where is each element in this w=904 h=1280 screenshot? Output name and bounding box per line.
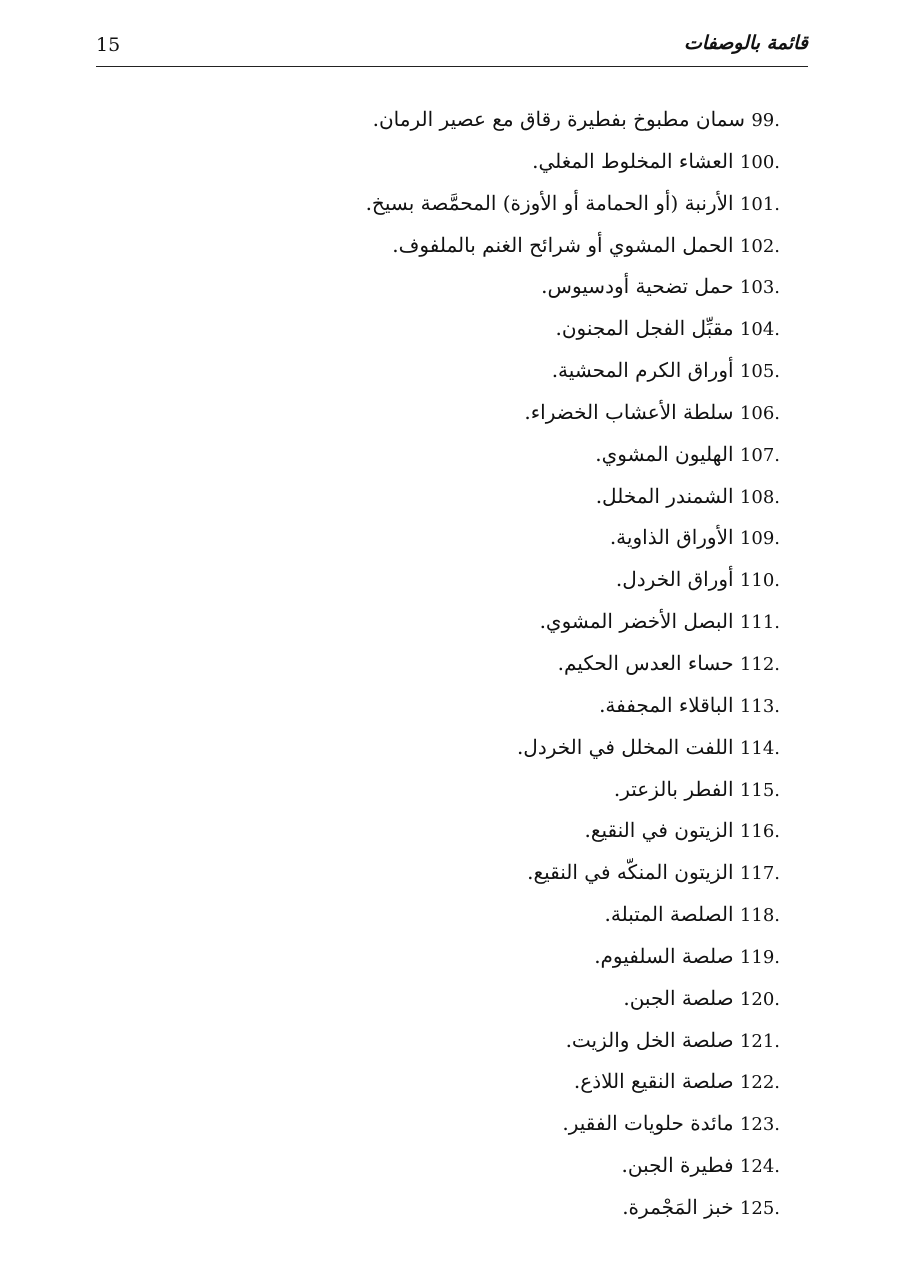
recipe-name: خبز المَجْمرة. (622, 1194, 734, 1219)
page-header (96, 30, 808, 67)
recipe-number: 107. (739, 444, 780, 466)
recipe-number: 104. (739, 319, 780, 341)
list-item (366, 1103, 780, 1145)
recipe-name: اللفت المخلل في الخردل. (516, 734, 734, 759)
list-item (366, 559, 780, 601)
recipe-number: 116. (739, 821, 780, 843)
list-item (366, 183, 780, 225)
list-item (366, 810, 780, 852)
recipe-name: حساء العدس الحكيم. (557, 650, 734, 675)
recipe-number: 109. (739, 528, 780, 550)
recipe-number: 106. (739, 402, 780, 424)
recipe-name: صلصة السلفيوم. (594, 943, 734, 968)
list-item (366, 1020, 780, 1062)
recipe-name: البصل الأخضر المشوي. (539, 609, 734, 634)
list-item (366, 476, 780, 518)
recipe-name: أوراق الخردل. (615, 567, 734, 592)
list-item (366, 141, 780, 183)
recipe-name: فطيرة الجبن. (621, 1153, 734, 1178)
recipe-name: حمل تضحية أودسيوس. (541, 274, 734, 299)
recipe-name: صلصة النقيع اللاذع. (573, 1069, 734, 1094)
recipe-name: الزيتون المنكّه في النقيع. (527, 860, 734, 885)
list-item (366, 517, 780, 559)
list-item (366, 727, 780, 769)
list-item (366, 350, 780, 392)
recipe-number: 108. (739, 486, 780, 508)
list-item (366, 601, 780, 643)
list-item (366, 643, 780, 685)
list-item (366, 1061, 780, 1103)
recipe-number: 120. (739, 988, 780, 1010)
recipe-number: 112. (739, 653, 780, 675)
list-item (366, 852, 780, 894)
recipe-number: 105. (739, 361, 780, 383)
recipe-number: 101. (739, 193, 780, 215)
recipe-list (366, 99, 780, 1229)
recipe-name: سمان مطبوخ بفطيرة رقاق مع عصير الرمان. (372, 107, 745, 131)
recipe-number: 125. (739, 1197, 780, 1219)
recipe-number: 123. (739, 1114, 780, 1136)
recipe-name: الفطر بالزعتر. (613, 776, 734, 801)
list-item (366, 225, 780, 267)
recipe-number: 100. (739, 151, 780, 173)
recipe-name: العشاء المخلوط المغلي. (532, 148, 734, 173)
recipe-number: 111. (739, 612, 780, 634)
list-item (366, 769, 780, 811)
recipe-number: 110. (739, 570, 780, 592)
list-item (366, 936, 780, 978)
recipe-name: أوراق الكرم المحشية. (551, 358, 734, 383)
recipe-name: الأرنبة (أو الحمامة أو الأوزة) المحمَّصة بسيخ. (365, 190, 734, 215)
page-number: 15 (96, 34, 121, 56)
recipe-name: الحمل المشوي أو شرائح الغنم بالملفوف. (392, 232, 734, 257)
recipe-number: 118. (739, 905, 780, 927)
list-item (366, 392, 780, 434)
list-item (366, 434, 780, 476)
recipe-name: مقبِّل الفجل المجنون. (555, 316, 734, 341)
recipe-name: صلصة الجبن. (623, 985, 734, 1010)
list-item (366, 266, 780, 308)
list-item (366, 99, 780, 141)
recipe-number: 121. (739, 1030, 780, 1052)
recipe-name: الأوراق الذاوية. (609, 525, 734, 550)
recipe-number: 124. (739, 1156, 780, 1178)
recipe-name: الباقلاء المجففة. (599, 692, 734, 717)
recipe-name: الصلصة المتبلة. (604, 902, 734, 927)
list-item (366, 685, 780, 727)
list-item (366, 1145, 780, 1187)
recipe-number: 119. (739, 946, 780, 968)
list-item (366, 308, 780, 350)
recipe-name: الهليون المشوي. (595, 441, 734, 466)
list-item (366, 978, 780, 1020)
recipe-number: 113. (739, 695, 780, 717)
running-head: قائمة بالوصفات (683, 32, 808, 54)
recipe-number: 102. (739, 235, 780, 257)
recipe-number: 117. (739, 863, 780, 885)
recipe-name: مائدة حلويات الفقير. (562, 1111, 734, 1136)
recipe-number: 103. (739, 277, 780, 299)
list-item (366, 894, 780, 936)
list-item (366, 1187, 780, 1229)
recipe-number: 114. (739, 737, 780, 759)
recipe-number: 115. (739, 779, 780, 801)
recipe-name: الشمندر المخلل. (595, 483, 734, 508)
recipe-number: 99. (751, 110, 780, 131)
recipe-number: 122. (739, 1072, 780, 1094)
recipe-name: الزيتون في النقيع. (584, 818, 734, 843)
recipe-name: صلصة الخل والزيت. (565, 1027, 734, 1052)
recipe-name: سلطة الأعشاب الخضراء. (524, 399, 734, 424)
